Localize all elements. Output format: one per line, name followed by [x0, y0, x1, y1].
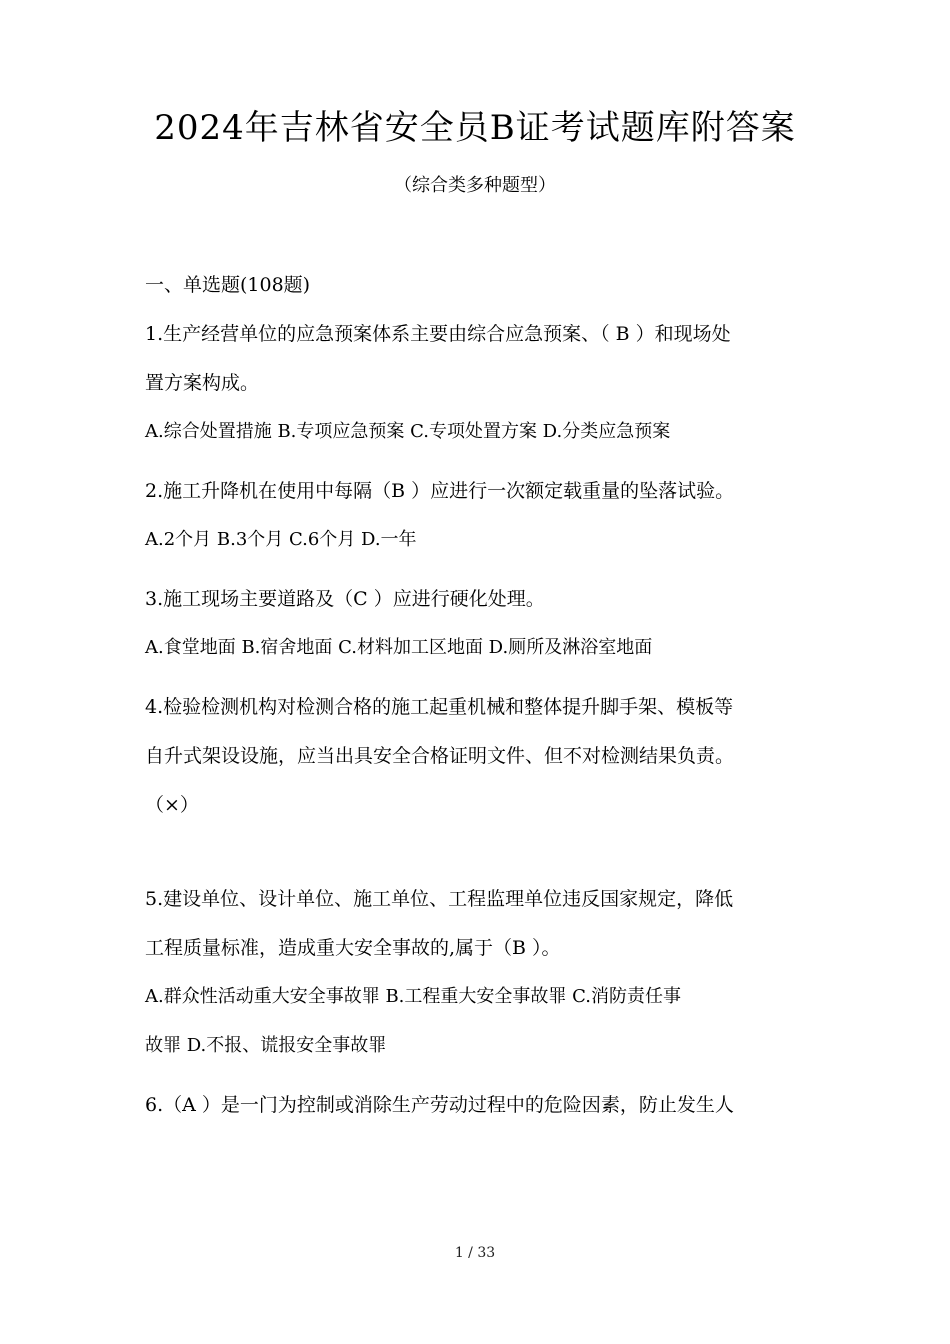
question-text: 1.生产经营单位的应急预案体系主要由综合应急预案、（ B ）和现场处	[145, 323, 731, 345]
question-text: 4.检验检测机构对检测合格的施工起重机械和整体提升脚手架、模板等	[145, 696, 734, 718]
question-text: 工程质量标准，造成重大安全事故的,属于（B ）。	[145, 937, 561, 959]
question-text: 3.施工现场主要道路及（C ）应进行硬化处理。	[145, 588, 545, 610]
question-options: A.群众性活动重大安全事故罪 B.工程重大安全事故罪 C.消防责任事	[145, 986, 681, 1007]
question-1	[145, 319, 815, 447]
question-text: 5.建设单位、设计单位、施工单位、工程监理单位违反国家规定，降低	[145, 888, 734, 910]
question-text: 6.（A ）是一门为控制或消除生产劳动过程中的危险因素，防止发生人	[145, 1094, 734, 1116]
question-options: A.食堂地面 B.宿舍地面 C.材料加工区地面 D.厕所及淋浴室地面	[145, 637, 653, 658]
question-4	[145, 692, 815, 820]
question-answer: （×）	[145, 794, 199, 816]
question-text: 置方案构成。	[145, 372, 260, 394]
question-3	[145, 584, 815, 663]
question-text: 自升式架设设施，应当出具安全合格证明文件、但不对检测结果负责。	[145, 745, 735, 767]
question-options: 故罪 D.不报、谎报安全事故罪	[145, 1035, 387, 1056]
question-text: 2.施工升降机在使用中每隔（B ）应进行一次额定载重量的坠落试验。	[145, 480, 735, 502]
page-number: 1 / 33	[454, 1245, 496, 1261]
section-heading: 一、单选题(108题)	[145, 274, 311, 296]
question-options: A.综合处置措施 B.专项应急预案 C.专项处置方案 D.分类应急预案	[145, 421, 671, 442]
document-subtitle: （综合类多种题型）	[394, 175, 556, 196]
question-6	[145, 1090, 815, 1120]
document-body	[145, 270, 815, 1120]
document-title: 2024年吉林省安全员B证考试题库附答案	[154, 108, 796, 148]
question-options: A.2个月 B.3个月 C.6个月 D.一年	[145, 529, 417, 550]
question-2	[145, 476, 815, 555]
question-5	[145, 884, 815, 1061]
